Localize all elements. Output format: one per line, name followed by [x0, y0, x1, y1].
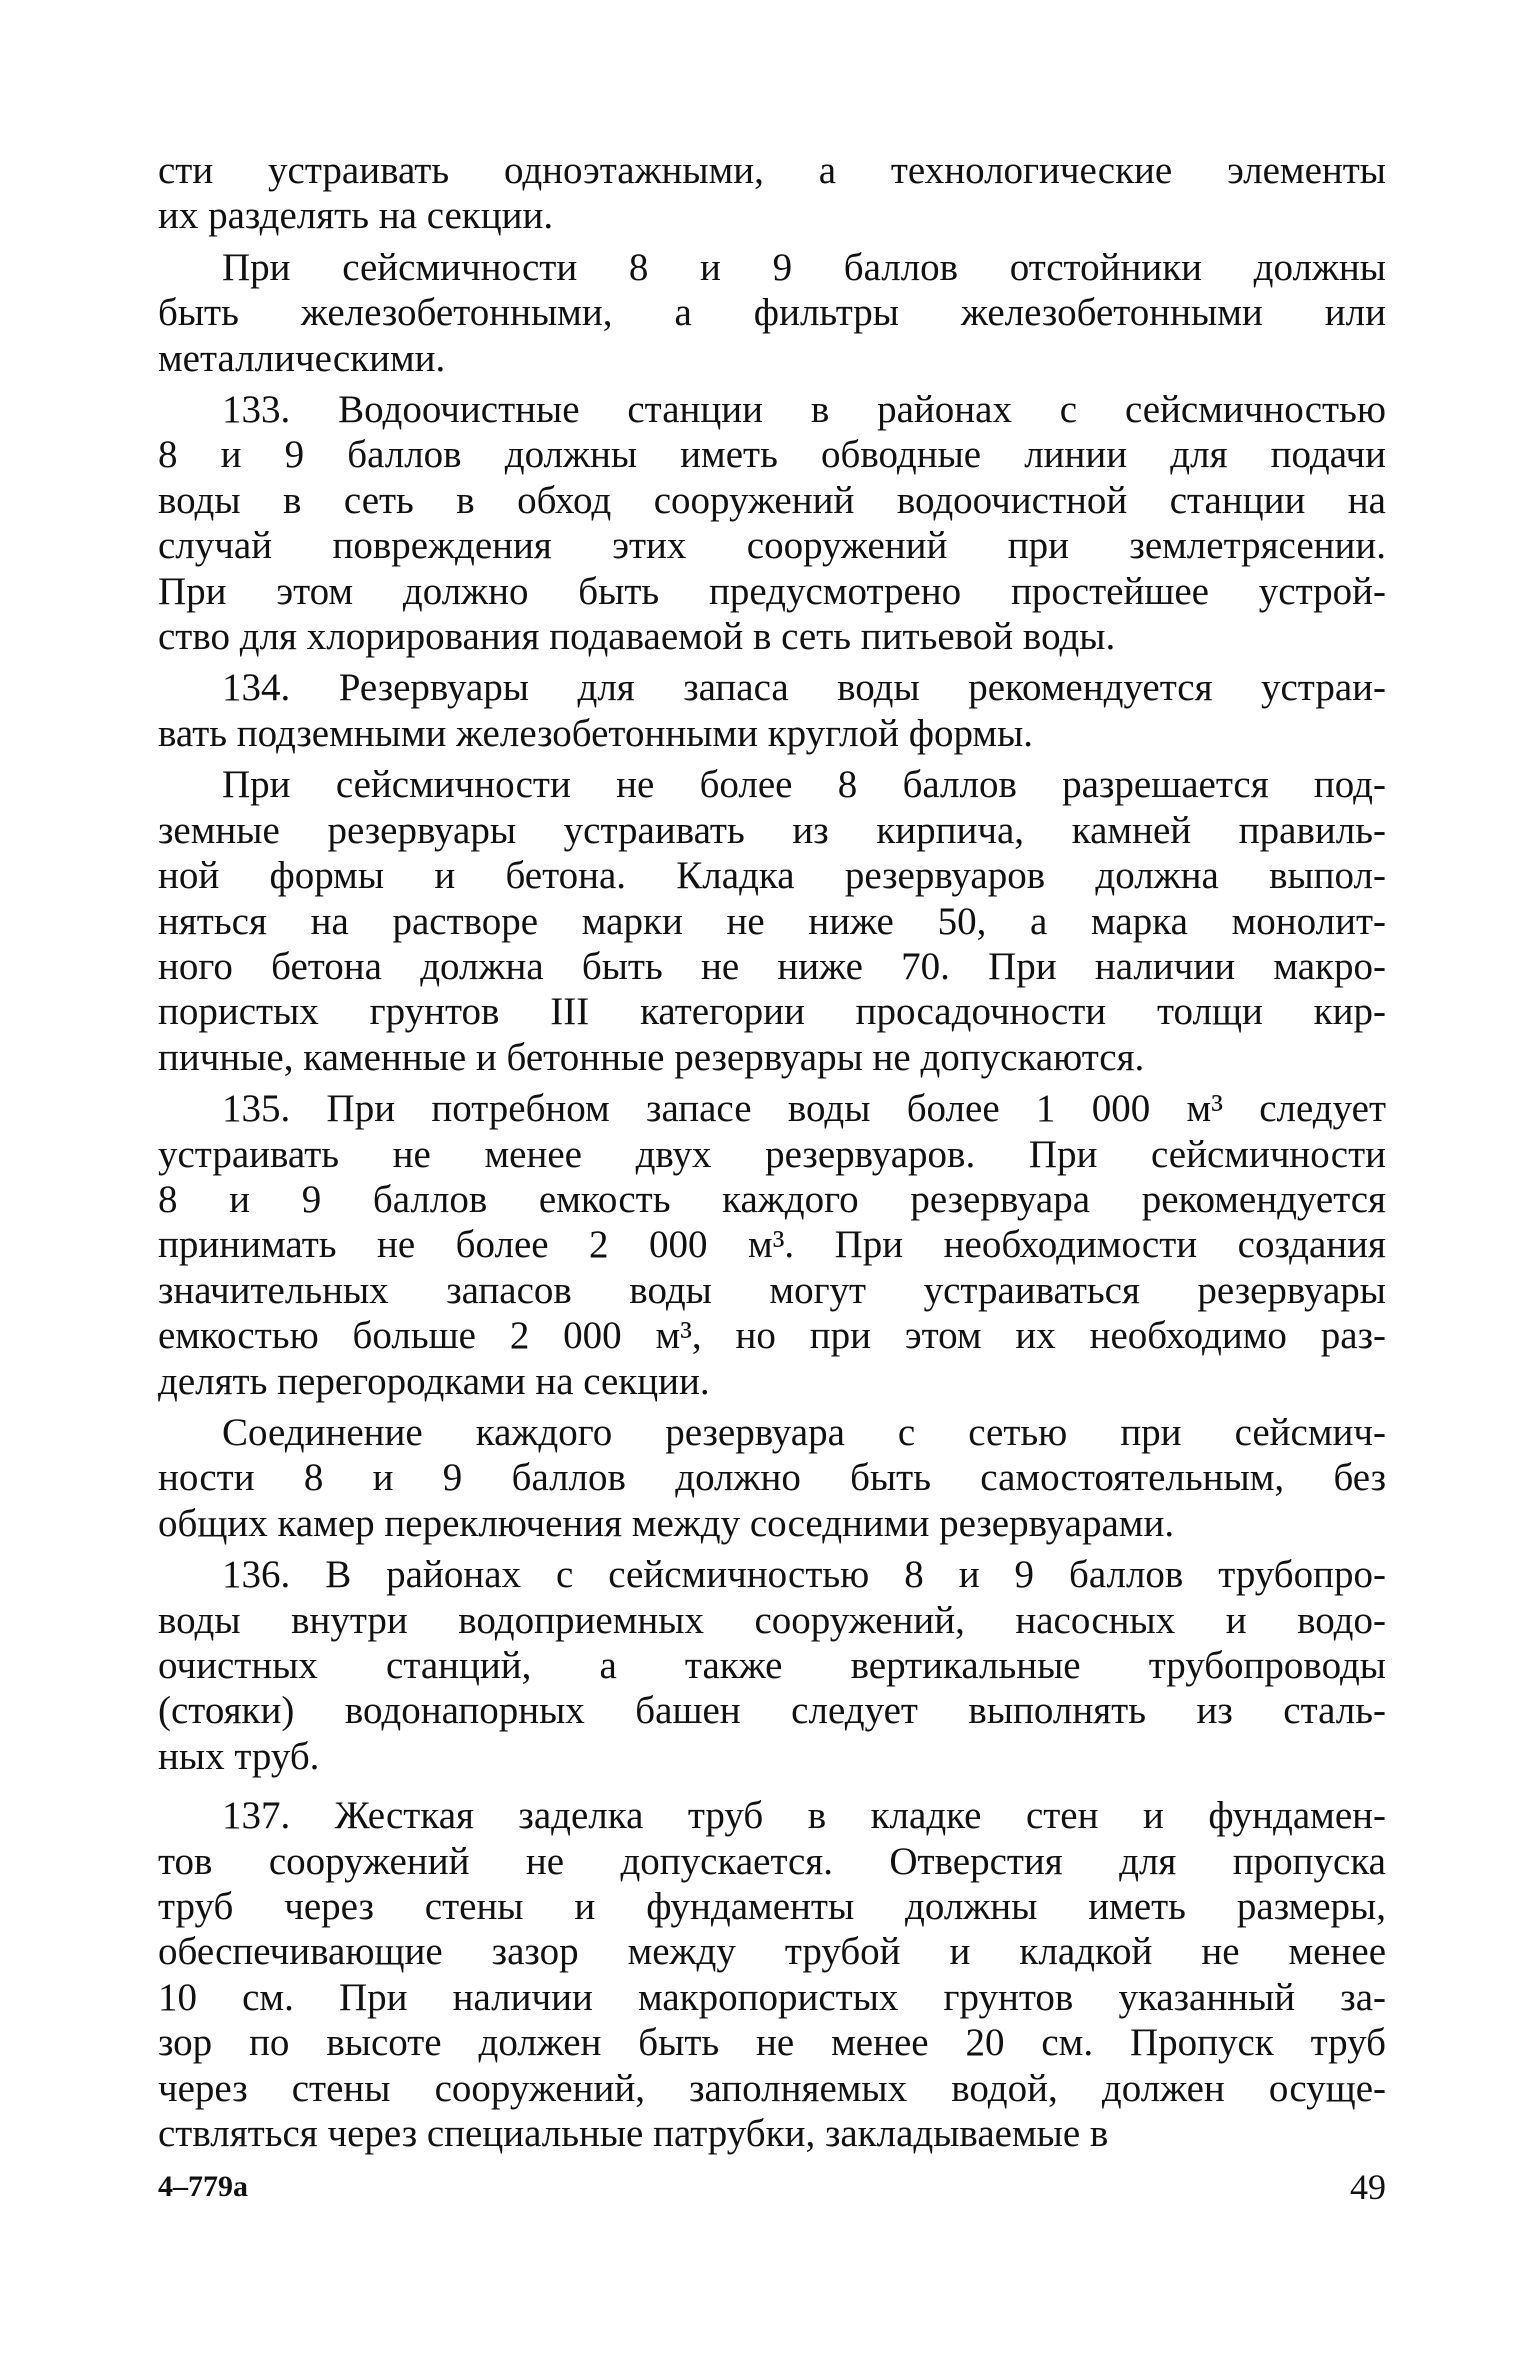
text-line: 8 и 9 баллов емкость каждого резервуара рекомендуется [158, 1177, 1386, 1221]
text-line: (стояки) водонапорных башен следует выполнять из сталь- [158, 1689, 1386, 1733]
text-line: пористых грунтов III категории просадочности толщи кир- [158, 990, 1386, 1034]
text-line: металлическими. [158, 336, 446, 380]
text-line: емкостью больше 2 000 м³, но при этом их необходимо раз- [158, 1314, 1386, 1358]
text-line: Соединение каждого резервуара с сетью при сейсмич- [222, 1410, 1386, 1454]
body-text [158, 148, 1386, 2156]
text-line: устраивать не менее двух резервуаров. При сейсмичности [158, 1132, 1386, 1176]
text-line: 133. Водоочистные станции в районах с сейсмичностью [222, 388, 1386, 432]
text-line: вать подземными железобетонными круглой формы. [158, 711, 1034, 755]
text-line: общих камер переключения между соседними резервуарами. [158, 1501, 1175, 1545]
paragraph [158, 245, 1386, 381]
text-line: быть железобетонными, а фильтры железобетонными или [158, 291, 1386, 335]
text-line: обеспечивающие зазор между трубой и кладкой не менее [158, 1930, 1386, 1974]
text-line: При сейсмичности не более 8 баллов разрешается под- [222, 763, 1386, 807]
paragraph [158, 1552, 1386, 1779]
text-line: ной формы и бетона. Кладка резервуаров должна выпол- [158, 854, 1386, 898]
paragraph [158, 1086, 1386, 1404]
text-line: через стены сооружений, заполняемых водой, должен осуще- [158, 2066, 1386, 2110]
paragraph [158, 762, 1386, 1080]
text-line: земные резервуары устраивать из кирпича, камней правиль- [158, 808, 1386, 852]
paragraph [158, 1793, 1386, 2156]
text-line: воды в сеть в обход сооружений водоочистной станции на [158, 478, 1386, 522]
text-line: труб через стены и фундаменты должны иметь размеры, [158, 1885, 1386, 1929]
text-line: 134. Резервуары для запаса воды рекомендуется устраи- [222, 666, 1386, 710]
text-line: 135. При потребном запасе воды более 1 000 м³ следует [222, 1087, 1386, 1131]
text-line: 137. Жесткая заделка труб в кладке стен и фундамен- [222, 1794, 1386, 1838]
text-line: пичные, каменные и бетонные резервуары не допускаются. [158, 1035, 1145, 1079]
text-line: сти устраивать одноэтажными, а технологические элементы [158, 149, 1386, 192]
text-line: тов сооружений не допускается. Отверстия для пропуска [158, 1839, 1386, 1883]
text-line: случай повреждения этих сооружений при землетрясении. [158, 524, 1386, 568]
paragraph [158, 665, 1386, 756]
text-line: ных труб. [158, 1734, 320, 1778]
text-line: ного бетона должна быть не ниже 70. При наличии макро- [158, 944, 1386, 988]
paragraph [158, 148, 1386, 239]
text-line: 8 и 9 баллов должны иметь обводные линии для подачи [158, 433, 1386, 477]
text-line: зор по высоте должен быть не менее 20 см. Пропуск труб [158, 2021, 1386, 2065]
text-line: 10 см. При наличии макропористых грунтов указанный за- [158, 1975, 1386, 2019]
page-number: 49 [1350, 2167, 1386, 2207]
text-line: значительных запасов воды могут устраиваться резервуары [158, 1268, 1386, 1312]
text-line: их разделять на секции. [158, 194, 554, 238]
text-line: ство для хлорирования подаваемой в сеть питьевой воды. [158, 615, 1116, 659]
text-line: принимать не более 2 000 м³. При необходимости создания [158, 1223, 1386, 1267]
text-line: При этом должно быть предусмотрено простейшее устрой- [158, 569, 1386, 613]
text-line: воды внутри водоприемных сооружений, насосных и водо- [158, 1598, 1386, 1642]
text-line: ствляться через специальные патрубки, закладываемые в [158, 2112, 1109, 2156]
text-line: ности 8 и 9 баллов должно быть самостоятельным, без [158, 1456, 1386, 1500]
text-line: При сейсмичности 8 и 9 баллов отстойники должны [222, 245, 1386, 289]
printer-signature: 4–779а [158, 2170, 248, 2203]
text-line: 136. В районах с сейсмичностью 8 и 9 баллов трубопро- [222, 1553, 1386, 1597]
page-footer [158, 2167, 1386, 2214]
paragraph [158, 387, 1386, 659]
text-line: делять перегородками на секции. [158, 1359, 710, 1403]
text-line: няться на растворе марки не ниже 50, а марка монолит- [158, 899, 1386, 943]
text-line: очистных станций, а также вертикальные трубопроводы [158, 1644, 1386, 1687]
paragraph [158, 1410, 1386, 1546]
